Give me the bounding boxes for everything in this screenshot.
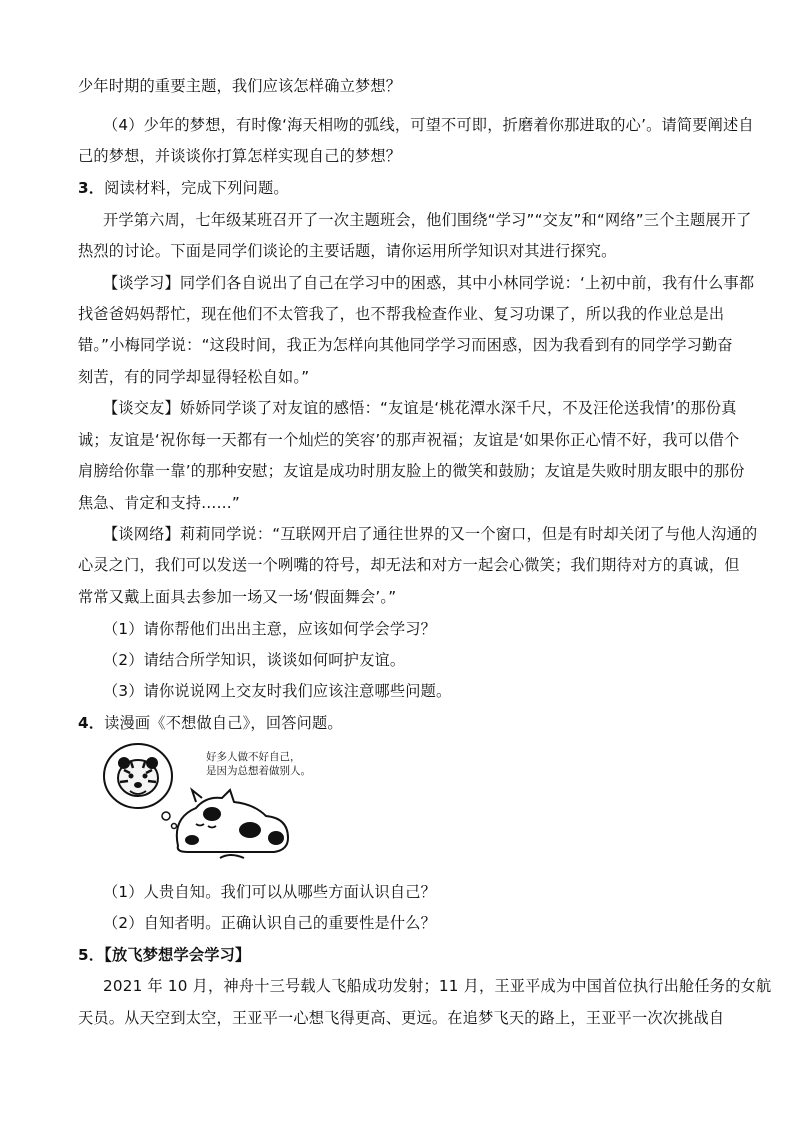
question-text: 阅读材料，完成下列问题。 bbox=[104, 179, 289, 197]
talk-friendship-paragraph: 【谈交友】娇娇同学谈了对友谊的感悟：“友谊是‘桃花潭水深千尺，不及汪伦送我情’的那份真 bbox=[103, 399, 737, 417]
text-line: 肩膀给你靠一靠’的那种安慰；友谊是成功时朋友脸上的微笑和鼓励；友谊是失败时朋友眼中的那份 bbox=[78, 462, 745, 480]
question-2-4: （4）少年的梦想，有时像‘海天相吻的弧线，可望不可即，折磨着你那进取的心’。请简要阐述自 bbox=[103, 116, 754, 134]
question-number: 4． bbox=[78, 714, 105, 732]
text-line: 心灵之门，我们可以发送一个咧嘴的符号，却无法和对方一起会心微笑；我们期待对方的真诚，但 bbox=[78, 556, 740, 574]
question-text: 【放飞梦想学会学习】 bbox=[104, 946, 251, 964]
text-line: 热烈的讨论。下面是同学们谈论的主要话题，请你运用所学知识对其进行探究。 bbox=[78, 242, 617, 260]
text-line: 焦急、肯定和支持……” bbox=[78, 494, 240, 512]
cartoon-caption-1: 好多人做不好自己， bbox=[206, 751, 301, 763]
question-text: 读漫画《不想做自己》，回答问题。 bbox=[104, 714, 343, 732]
text-line: 常常又戴上面具去参加一场又一场‘假面舞会’。” bbox=[78, 588, 397, 606]
question-4-heading bbox=[78, 713, 728, 733]
sub-question-1: （1）请你帮他们出出主意，应该如何学会学习？ bbox=[103, 620, 437, 638]
talk-internet-paragraph: 【谈网络】莉莉同学说：“互联网开启了通往世界的又一个窗口，但是有时却关闭了与他人沟通的 bbox=[103, 525, 758, 543]
text-line: 找爸爸妈妈帮忙，现在他们不太管我了，也不帮我检查作业、复习功课了，所以我的作业总是出 bbox=[78, 305, 725, 323]
question-5-heading bbox=[78, 945, 728, 965]
cartoon-illustration bbox=[100, 738, 311, 868]
q4-sub-question-2: （2）自知者明。正确认识自己的重要性是什么？ bbox=[103, 914, 437, 932]
question-3-heading bbox=[78, 178, 728, 198]
text-line: 错。”小梅同学说：“这段时间，我正为怎样向其他同学学习而困惑，因为我看到有的同学学习勤奋 bbox=[78, 336, 733, 354]
sub-question-3: （3）请你说说网上交友时我们应该注意哪些问题。 bbox=[103, 682, 452, 700]
text-line: 少年时期的重要主题，我们应该怎样确立梦想？ bbox=[78, 77, 402, 95]
text-line: 己的梦想，并谈谈你打算怎样实现自己的梦想？ bbox=[78, 147, 402, 165]
material-paragraph: 2021 年 10 月，神舟十三号载人飞船成功发射；11 月，王亚平成为中国首位执行出舱任务的女航 bbox=[103, 977, 772, 995]
question-number: 5． bbox=[78, 946, 105, 964]
text-line: 诚；友谊是‘祝你每一天都有一个灿烂的笑容’的那声祝福；友谊是‘如果你正心情不好，我可以借个 bbox=[78, 431, 740, 449]
talk-study-paragraph: 【谈学习】同学们各自说出了自己在学习中的困惑，其中小林同学说：‘上初中前，我有什么事都 bbox=[103, 274, 755, 292]
q4-sub-question-1: （1）人贵自知。我们可以从哪些方面认识自己？ bbox=[103, 883, 437, 901]
question-number: 3． bbox=[78, 179, 105, 197]
text-line: 刻苦，有的同学却显得轻松自如。” bbox=[78, 368, 310, 386]
material-paragraph: 开学第六周，七年级某班召开了一次主题班会，他们围绕“学习”“交友”和“网络”三个主题展开了 bbox=[103, 211, 752, 229]
sub-question-2: （2）请结合所学知识，谈谈如何呵护友谊。 bbox=[103, 651, 406, 669]
cartoon-caption-2: 是因为总想着做别人。 bbox=[206, 765, 311, 777]
text-line: 天员。从天空到太空，王亚平一心想飞得更高、更远。在追梦飞天的路上，王亚平一次次挑战自 bbox=[78, 1009, 725, 1027]
